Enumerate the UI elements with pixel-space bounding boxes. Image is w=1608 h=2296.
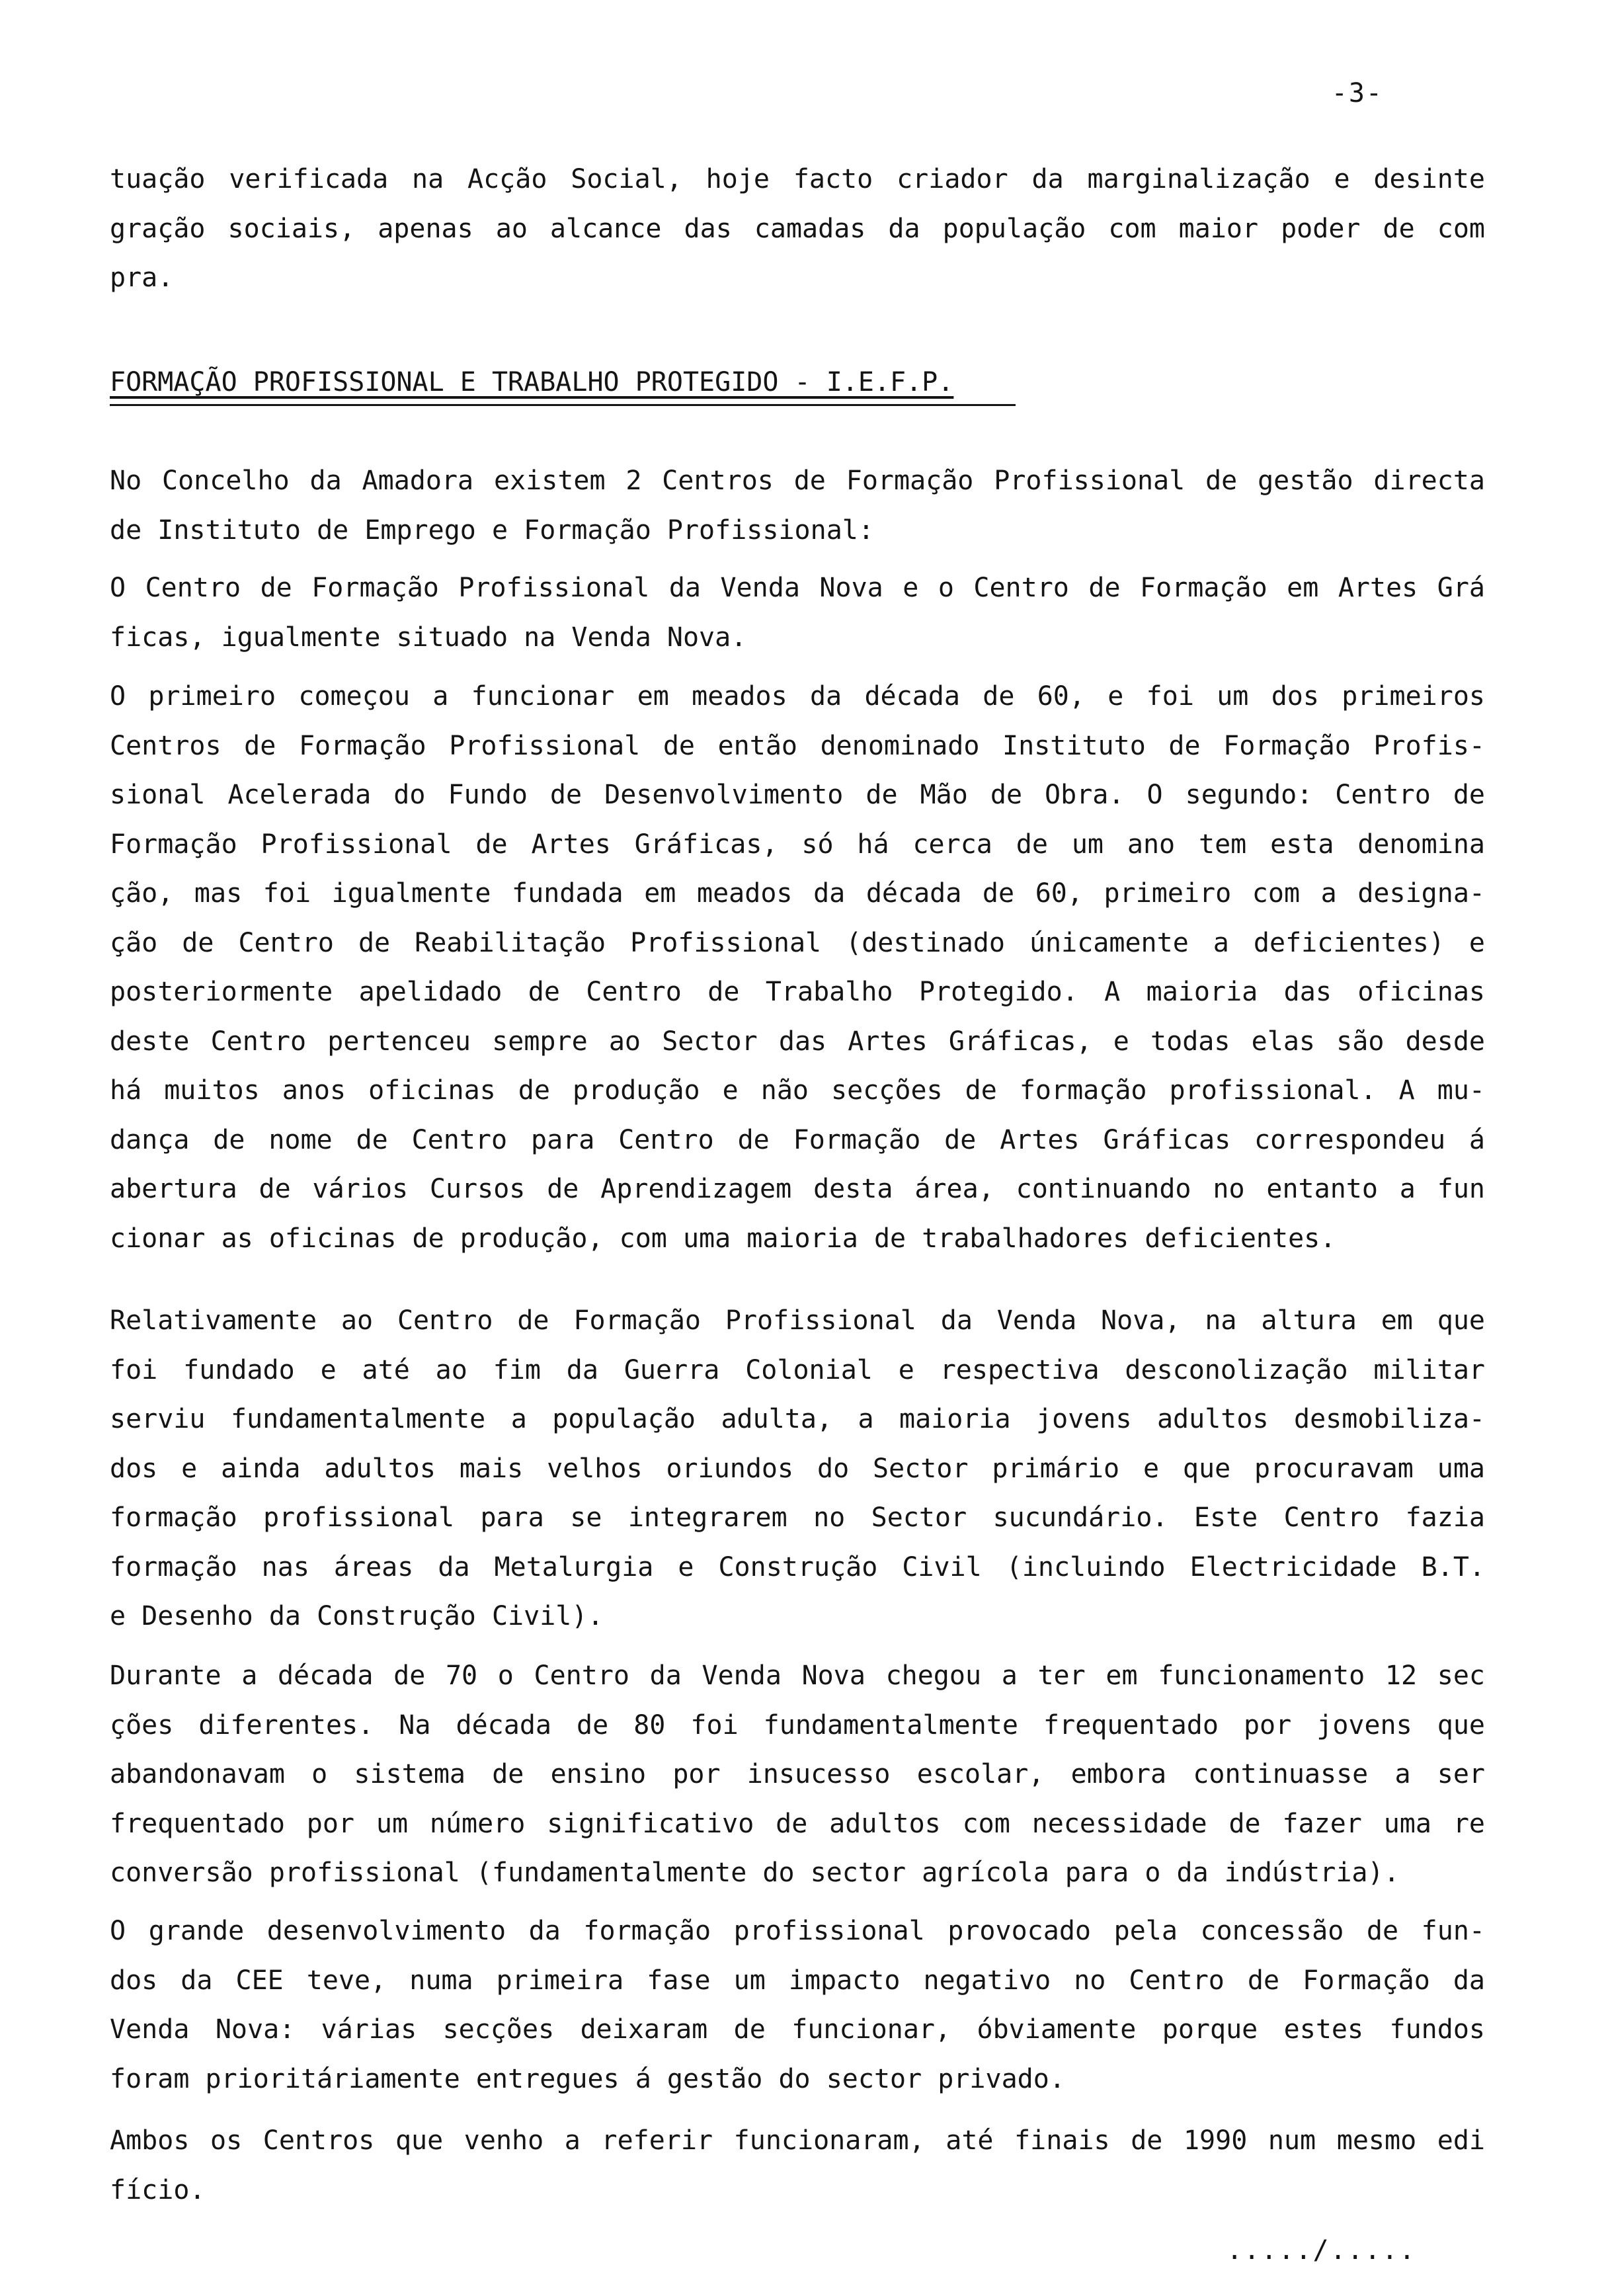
- text-line: abandonavam o sistema de ensino por insucesso escolar, embora continuasse a ser: [110, 1759, 1485, 1789]
- text-line: dança de nome de Centro para Centro de Formação de Artes Gráficas correspondeu á: [110, 1124, 1485, 1155]
- text-line: sional Acelerada do Fundo de Desenvolvimento de Mão de Obra. O segundo: Centro de: [110, 780, 1485, 810]
- text-line: abertura de vários Cursos de Aprendizagem desta área, continuando no entanto a fun: [110, 1174, 1485, 1204]
- text-line: Centros de Formação Profissional de então denominado Instituto de Formação Profis-: [110, 730, 1485, 761]
- paragraph: [110, 456, 1485, 555]
- page-number: -3-: [1331, 78, 1383, 108]
- text-line: formação profissional para se integrarem no Sector sucundário. Este Centro fazia: [110, 1502, 1485, 1533]
- text-line: No Concelho da Amadora existem 2 Centros de Formação Profissional de gestão directa: [110, 466, 1485, 496]
- text-line: fício.: [110, 2174, 206, 2205]
- text-line: há muitos anos oficinas de produção e não secções de formação profissional. A mu-: [110, 1075, 1485, 1106]
- text-line: serviu fundamentalmente a população adulta, a maioria jovens adultos desmobiliza-: [110, 1404, 1485, 1434]
- text-line: Venda Nova: várias secções deixaram de funcionar, óbviamente porque estes fundos: [110, 2014, 1485, 2045]
- text-line: Formação Profissional de Artes Gráficas, só há cerca de um ano tem esta denomina: [110, 829, 1485, 860]
- text-line: Relativamente ao Centro de Formação Profissional da Venda Nova, na altura em que: [110, 1305, 1485, 1336]
- text-line: O grande desenvolvimento da formação profissional provocado pela concessão de fun-: [110, 1916, 1485, 1946]
- text-line: Durante a década de 70 o Centro da Venda Nova chegou a ter em funcionamento 12 sec: [110, 1660, 1485, 1691]
- text-line: de Instituto de Emprego e Formação Profissional:: [110, 514, 874, 546]
- text-line: deste Centro pertenceu sempre ao Sector das Artes Gráficas, e todas elas são desde: [110, 1026, 1485, 1057]
- text-line: posteriormente apelidado de Centro de Trabalho Protegido. A maioria das oficinas: [110, 977, 1485, 1007]
- text-line: conversão profissional (fundamentalmente do sector agrícola para o da indústria).: [110, 1858, 1400, 1888]
- text-line: foi fundado e até ao fim da Guerra Colonial e respectiva desconolização militar: [110, 1354, 1485, 1385]
- text-line: O primeiro começou a funcionar em meados da década de 60, e foi um dos primeiros: [110, 681, 1485, 712]
- text-line: dos da CEE teve, numa primeira fase um impacto negativo no Centro de Formação da: [110, 1965, 1485, 1996]
- paragraph: [110, 1296, 1485, 1641]
- paragraph: [110, 1906, 1485, 2104]
- paragraph: [110, 672, 1485, 1263]
- text-line: e Desenho da Construção Civil).: [110, 1601, 604, 1631]
- text-line: ções diferentes. Na década de 80 foi fundamentalmente frequentado por jovens que: [110, 1709, 1485, 1741]
- paragraph: [110, 563, 1485, 662]
- text-line: ção, mas foi igualmente fundada em meados da década de 60, primeiro com a designa-: [110, 878, 1485, 909]
- text-line: pra.: [110, 263, 174, 293]
- text-line: ção de Centro de Reabilitação Profissional (destinado únicamente a deficientes) e: [110, 927, 1485, 958]
- text-line: formação nas áreas da Metalurgia e Construção Civil (incluindo Electricidade B.T.: [110, 1551, 1485, 1582]
- intro-paragraph: [110, 155, 1485, 303]
- text-line: foram prioritáriamente entregues á gestão do sector privado.: [110, 2063, 1065, 2094]
- section-heading-wrap: [110, 367, 1016, 406]
- text-line: ficas, igualmente situado na Venda Nova.: [110, 622, 747, 653]
- text-line: frequentado por um número significativo de adultos com necessidade de fazer uma re: [110, 1808, 1485, 1839]
- text-line: tuação verificada na Acção Social, hoje facto criador da marginalização e desinte: [110, 164, 1485, 194]
- text-line: cionar as oficinas de produção, com uma maioria de trabalhadores deficientes.: [110, 1223, 1336, 1254]
- text-line: O Centro de Formação Profissional da Venda Nova e o Centro de Formação em Artes Grá: [110, 573, 1485, 603]
- heading-rule: [110, 404, 1016, 406]
- text-line: dos e ainda adultos mais velhos oriundos do Sector primário e que procuravam uma: [110, 1453, 1485, 1484]
- continuation-mark: ...../.....: [1226, 2235, 1416, 2266]
- paragraph: [110, 2116, 1485, 2215]
- text-line: gração sociais, apenas ao alcance das camadas da população com maior poder de com: [110, 213, 1485, 244]
- text-line: Ambos os Centros que venho a referir funcionaram, até finais de 1990 num mesmo edi: [110, 2125, 1485, 2156]
- section-heading: FORMAÇÃO PROFISSIONAL E TRABALHO PROTEGIDO - I.E.F.P.: [110, 367, 954, 397]
- paragraph: [110, 1651, 1485, 1898]
